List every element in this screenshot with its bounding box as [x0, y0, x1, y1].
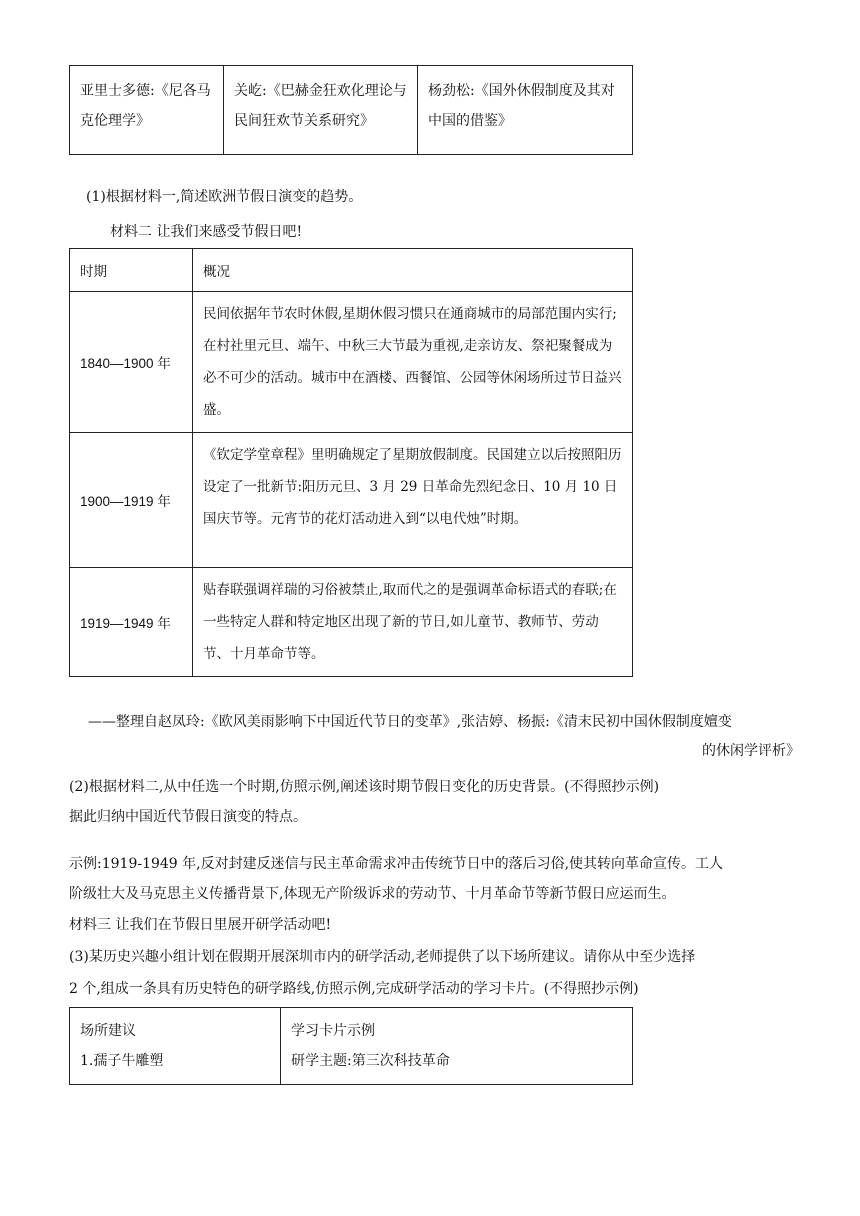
- table-cell: 关屹:《巴赫金狂欢化理论与民间狂欢节关系研究》: [224, 66, 418, 155]
- table-row: [70, 66, 633, 155]
- header-period: 时期: [70, 249, 193, 292]
- table-cell: 杨劲松:《国外休假制度及其对中国的借鉴》: [418, 66, 633, 155]
- period-cell: 1919—1949 年: [70, 568, 193, 677]
- site-suggestion-header: 场所建议: [80, 1023, 136, 1039]
- table-header-row: [70, 249, 633, 292]
- site-suggestion-item: 1.孺子牛雕塑: [80, 1053, 164, 1069]
- table-cell: 亚里士多德:《尼各马克伦理学》: [70, 66, 224, 155]
- description-cell: 民间依据年节农时休假,星期休假习惯只在通商城市的局部范围内实行;在村社里元旦、端午、中秋三大节最为重视,走亲访友、祭祀聚餐成为必不可少的活动。城市中在酒楼、西餐馆、公园等休闲场所过节日益兴盛。: [193, 292, 633, 433]
- question-2-line-2: 据此归纳中国近代节假日演变的特点。: [69, 809, 307, 825]
- example-line-1: 示例:1919-1949 年,反对封建反迷信与民主革命需求冲击传统节日中的落后习俗,使其转向革命宣传。工人: [69, 856, 724, 872]
- card-example-cell: [281, 1008, 633, 1085]
- period-cell: 1840—1900 年: [70, 292, 193, 433]
- material-3-title: 材料三 让我们在节假日里展开研学活动吧!: [69, 917, 332, 933]
- card-example-header: 学习卡片示例: [291, 1023, 375, 1039]
- source-citation-line-2: 的休闲学评析》: [702, 743, 800, 759]
- site-suggestion-cell: [70, 1008, 281, 1085]
- question-1: (1)根据材料一,简述欧洲节假日演变的趋势。: [86, 189, 363, 205]
- header-overview: 概况: [193, 249, 633, 292]
- study-table: [69, 1007, 633, 1085]
- source-citation-line-1: ——整理自赵凤玲:《欧风美雨影响下中国近代节日的变革》,张洁婷、杨振:《清末民初中国休假制度嬗变: [88, 714, 732, 730]
- description-cell: 《钦定学堂章程》里明确规定了星期放假制度。民国建立以后按照阳历设定了一批新节:阳历元旦、3 月 29 日革命先烈纪念日、10 月 10 日国庆节等。元宵节的花灯活动进入到“以电代烛”时期。: [193, 433, 633, 568]
- periods-table: [69, 248, 633, 677]
- table-row: [70, 292, 633, 433]
- question-3-line-1: (3)某历史兴趣小组计划在假期开展深圳市内的研学活动,老师提供了以下场所建议。请你从中至少选择: [69, 949, 696, 965]
- table-row: [70, 433, 633, 568]
- card-example-item: 研学主题:第三次科技革命: [291, 1053, 450, 1069]
- material-2-title: 材料二 让我们来感受节假日吧!: [110, 224, 303, 240]
- period-cell: 1900—1919 年: [70, 433, 193, 568]
- table-row: [70, 1008, 633, 1085]
- question-2-line-1: (2)根据材料二,从中任选一个时期,仿照示例,阐述该时期节假日变化的历史背景。(不得照抄示例): [69, 779, 660, 795]
- description-cell: 贴春联强调祥瑞的习俗被禁止,取而代之的是强调革命标语式的春联;在一些特定人群和特定地区出现了新的节日,如儿童节、教师节、劳动节、十月革命节等。: [193, 568, 633, 677]
- example-line-2: 阶级壮大及马克思主义传播背景下,体现无产阶级诉求的劳动节、十月革命节等新节假日应运而生。: [69, 886, 676, 902]
- table-row: [70, 568, 633, 677]
- works-table: [69, 65, 633, 155]
- question-3-line-2: 2 个,组成一条具有历史特色的研学路线,仿照示例,完成研学活动的学习卡片。(不得照抄示例): [69, 981, 639, 997]
